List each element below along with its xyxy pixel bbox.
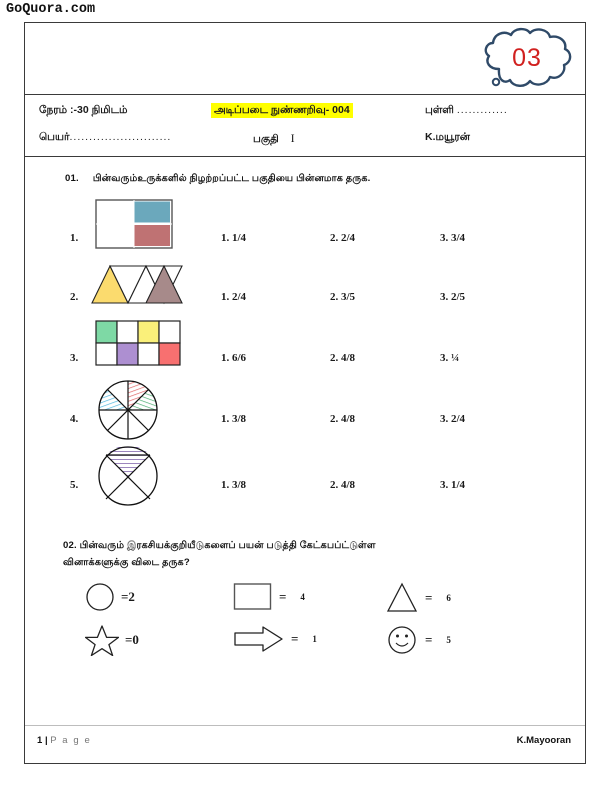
row-1-option-1: 1. 1/4 (221, 232, 247, 244)
question-1-heading (65, 173, 370, 185)
header-top-band (25, 23, 585, 95)
square-icon (233, 582, 273, 612)
row-3-option-1: 1. 6/6 (221, 352, 247, 364)
symbol-equals: = (291, 631, 299, 646)
part-value: I (290, 131, 295, 145)
question-1-row-3 (25, 320, 585, 380)
row-index: 3. (70, 352, 79, 364)
site-watermark: GoQuora.com (6, 2, 96, 17)
row-index: 2. (70, 291, 79, 303)
symbol-equals: = (425, 632, 433, 647)
secret-code-legend (85, 582, 525, 666)
row-index: 5. (70, 479, 79, 491)
question-1-text: பின்வரும்உருக்களில் நிழற்றப்பட்ட பகுதியை பின்னமாக தருக. (92, 173, 371, 184)
row-5-option-2: 2. 4/8 (330, 479, 356, 491)
header-row-1 (25, 100, 585, 126)
circle-x-icon (95, 443, 161, 507)
row-5-option-1: 1. 3/8 (221, 479, 247, 491)
symbol-value: 1 (312, 634, 317, 644)
figure-circle-8-sectors (95, 379, 161, 446)
star-icon (85, 624, 119, 656)
footer-page-word: P a g e (50, 735, 92, 746)
symbol-equals: = (121, 589, 129, 604)
name-field (39, 131, 171, 144)
row-2-option-2: 2. 3/5 (330, 291, 356, 303)
row-3-option-2: 2. 4/8 (330, 352, 356, 364)
badge-number: 03 (512, 44, 542, 72)
symbol-star-entry (85, 624, 139, 656)
header-row-2 (25, 128, 585, 154)
worksheet-page (24, 22, 586, 764)
row-3-option-3: 3. ¼ (440, 352, 460, 364)
symbol-row-2 (85, 624, 525, 666)
grid-4x2-icon (95, 320, 185, 368)
triangle-row-icon (89, 261, 189, 306)
row-1-option-2: 2. 2/4 (330, 232, 356, 244)
figure-quartered-square (95, 199, 173, 254)
row-4-option-1: 1. 3/8 (221, 413, 247, 425)
question-2-text-line-1: பின்வரும் இரகசியக்குறியீடுகளைப் பயன் படுத்தி கேட்கபப்ட்டுள்ள (79, 540, 376, 551)
row-4-option-2: 2. 4/8 (330, 413, 356, 425)
symbol-triangle-entry (385, 582, 451, 614)
question-1-row-2 (25, 261, 585, 321)
figure-grid-4x2 (95, 320, 185, 373)
paper-title: அடிப்படை நுண்ணறிவு- 004 (211, 103, 353, 118)
page-indicator (37, 735, 91, 746)
part-label: பகுதி (253, 133, 279, 145)
symbol-equals: = (279, 589, 287, 604)
question-1-row-4 (25, 379, 585, 439)
quartered-square-icon (95, 199, 173, 249)
symbol-equals: = (125, 632, 133, 647)
worksheet-body (25, 157, 585, 752)
footer-page-number: 1 (37, 735, 43, 746)
marks-label: புள்ளி (425, 104, 454, 116)
triangle-icon (385, 582, 419, 614)
row-2-option-3: 3. 2/5 (440, 291, 466, 303)
symbol-value: 4 (300, 592, 305, 602)
figure-circle-x (95, 443, 161, 512)
marks-field (425, 104, 508, 117)
time-label: நேரம் :-30 நிமிடம் (39, 104, 128, 116)
question-1-number: 01. (65, 173, 79, 184)
smiley-face-icon (385, 624, 419, 656)
cloud-badge (479, 25, 575, 95)
row-5-option-3: 3. 1/4 (440, 479, 466, 491)
name-label: பெயர் (39, 131, 70, 143)
question-2-number: 02. (63, 540, 77, 551)
symbol-value: 0 (132, 632, 139, 647)
part-field (253, 131, 295, 146)
symbol-value: 2 (128, 589, 135, 604)
header-info-band (25, 95, 585, 157)
row-index: 1. (70, 232, 79, 244)
question-1-row-5 (25, 443, 585, 503)
row-index: 4. (70, 413, 79, 425)
marks-dots: ............. (456, 104, 508, 116)
symbol-smiley-entry (385, 624, 451, 656)
question-1-row-1 (25, 199, 585, 259)
symbol-circle-entry (85, 582, 135, 612)
name-dots: .......................... (69, 131, 172, 143)
question-2-heading (63, 537, 533, 571)
symbol-arrow-entry (233, 624, 317, 654)
symbol-square-entry (233, 582, 305, 612)
page-footer (25, 725, 585, 763)
circle-eighths-icon (95, 379, 161, 441)
row-4-option-3: 3. 2/4 (440, 413, 466, 425)
symbol-equals: = (425, 590, 433, 605)
footer-author: K.Mayooran (516, 735, 571, 746)
header-author: K.மயூரன் (425, 131, 470, 143)
question-2-text-line-2: வினாக்களுக்கு விடை தருக? (63, 557, 190, 568)
symbol-row-1 (85, 582, 525, 624)
circle-icon (85, 582, 115, 612)
row-2-option-1: 1. 2/4 (221, 291, 247, 303)
footer-separator: | (44, 735, 48, 746)
symbol-value: 6 (446, 593, 451, 603)
symbol-value: 5 (446, 635, 451, 645)
arrow-right-icon (233, 624, 285, 654)
figure-triangle-trapezoid (89, 261, 189, 311)
row-1-option-3: 3. 3/4 (440, 232, 466, 244)
